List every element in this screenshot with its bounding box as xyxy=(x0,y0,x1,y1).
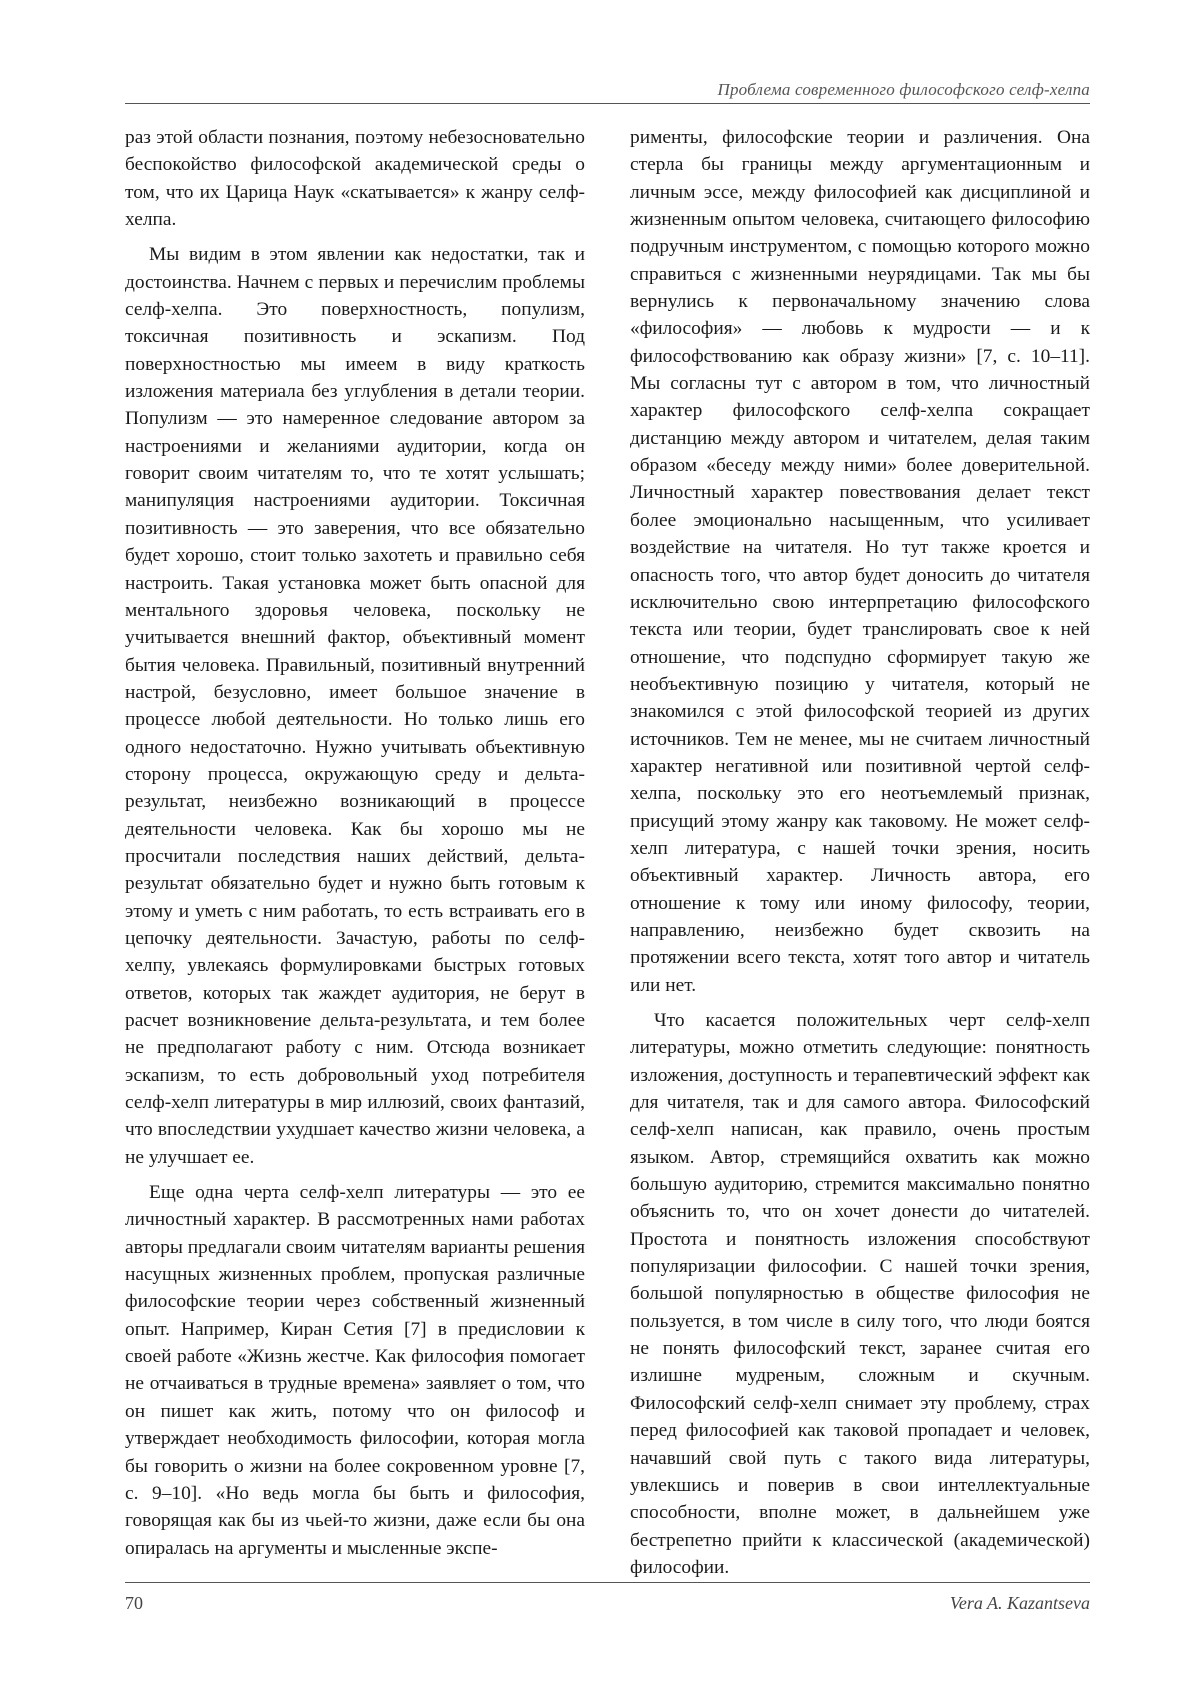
footer-author: Vera A. Kazantseva xyxy=(949,1593,1090,1613)
footer-rule xyxy=(125,1582,1090,1583)
page-number: 70 xyxy=(125,1593,143,1613)
paragraph: Мы видим в этом явлении как недостатки, так и достоинства. Начнем с первых и перечислим проблемы селф-хелпа. Это поверхностность, популизм, токсичная позитивность и эскапизм. Под поверхностностью мы имеем в виду краткость изложения материала без углубления в детали теории. Популизм — это намеренное следование автором за настроениями и желаниями аудитории, когда он говорит своим читателям то, что те хотят услышать; манипуляция настроениями аудитории. Токсичная позитивность — это заверения, что все обязательно будет хорошо, стоит только захотеть и правильно себя настроить. Такая установка может быть опасной для ментального здоровья человека, поскольку не учитывается внешний фактор, объективный момент бытия человека. Правильный, позитивный внутренний настрой, безусловно, имеет большое значение в процессе любой деятельности. Но только лишь его одного недостаточно. Нужно учитывать объективную сторону процесса, окружающую среду и дельта-результат, неизбежно возникающий в процессе деятельности человека. Как бы хорошо мы не просчитали последствия наших действий, дельта-результат обязательно будет и нужно быть готовым к этому и уметь с ним работать, то есть встраивать его в цепочку деятельности. Зачастую, работы по селф-хелпу, увлекаясь формулировками быстрых готовых ответов, которых так жаждет аудитория, не берут в расчет возникновение дельта-результата, и тем более не предполагают работу с ним. Отсюда возникает эскапизм, то есть добровольный уход потребителя селф-хелп литературы в мир иллюзий, своих фантазий, что впоследствии ухудшает качество жизни человека, а не улучшает ее. xyxy=(125,244,585,1168)
paragraph: рименты, философские теории и различения. Она стерла бы границы между аргументационным и личным эссе, между философией как дисциплиной и жизненным опытом человека, считающего философию подручным инструментом, с помощью которого можно справиться с жизненными неурядицами. Так мы бы вернулись к первоначальному значению слова «философия» — любовь к мудрости — и к философствованию как образу жизни» [7, с. 10–11]. Мы согласны тут с автором в том, что личностный характер философского селф-хелпа сокращает дистанцию между автором и читателем, делая таким образом «беседу между ними» более доверительной. Личностный характер повествования делает текст более эмоционально насыщенным, что усиливает воздействие на читателя. Но тут также кроется и опасность того, что автор будет доносить до читателя исключительно свою интерпретацию философского текста или теории, будет транслировать свое к ней отношение, что подспудно сформирует такую же необъективную позицию у читателя, который не знакомился с этой философской теорией из других источников. Тем не менее, мы не считаем личностный характер негативной или позитивной чертой селф-хелпа, поскольку это его неотъемлемый признак, присущий этому жанру как таковому. Не может селф-хелп литература, с нашей точки зрения, носить объективный характер. Личность автора, его отношение к тому или иному философу, теории, направлению, неизбежно будет сквозить на протяжении всего текста, хотят того автор и читатель или нет. xyxy=(630,127,1090,996)
body-columns xyxy=(125,124,1090,1581)
left-column xyxy=(125,124,585,1581)
header-rule xyxy=(125,103,1090,104)
paragraph: Что касается положительных черт селф-хелп литературы, можно отметить следующие: понятность изложения, доступность и терапевтический эффект как для читателя, так и для самого автора. Философский селф-хелп написан, как правило, очень простым языком. Автор, стремящийся охватить как можно большую аудиторию, стремится максимально понятно объяснить то, что он хочет донести до читателей. Простота и понятность изложения способствуют популяризации философии. С нашей точки зрения, большой популярностью в обществе философия не пользуется, в том числе в силу того, что люди боятся не понять философский текст, заранее считая его излишне мудреным, сложным и скучным. Философский селф-хелп снимает эту проблему, страх перед философией как таковой пропадает и человек, начавший свой путь с такого вида литературы, увлекшись и поверив в свои интеллектуальные способности, вполне может, в дальнейшем уже бестрепетно прийти к классической (академической) философии. xyxy=(630,1010,1090,1578)
paragraph: раз этой области познания, поэтому небезосновательно беспокойство философской академической среды о том, что их Царица Наук «скатывается» к жанру селф-хелпа. xyxy=(125,127,585,231)
running-title: Проблема современного философского селф-хелпа xyxy=(717,80,1090,99)
right-column xyxy=(630,124,1090,1581)
paragraph: Еще одна черта селф-хелп литературы — это ее личностный характер. В рассмотренных нами работах авторы предлагали своим читателям варианты решения насущных жизненных проблем, пропуская различные философские теории через собственный жизненный опыт. Например, Киран Сетия [7] в предисловии к своей работе «Жизнь жестче. Как философия помогает не отчаиваться в трудные времена» заявляет о том, что он пишет как жить, потому что он философ и утверждает необходимость философии, которая могла бы говорить о жизни на более сокровенном уровне [7, с. 9–10]. «Но ведь могла бы быть и философия, говорящая как бы из чьей-то жизни, даже если бы она опиралась на аргументы и мысленные экспе- xyxy=(125,1182,585,1559)
